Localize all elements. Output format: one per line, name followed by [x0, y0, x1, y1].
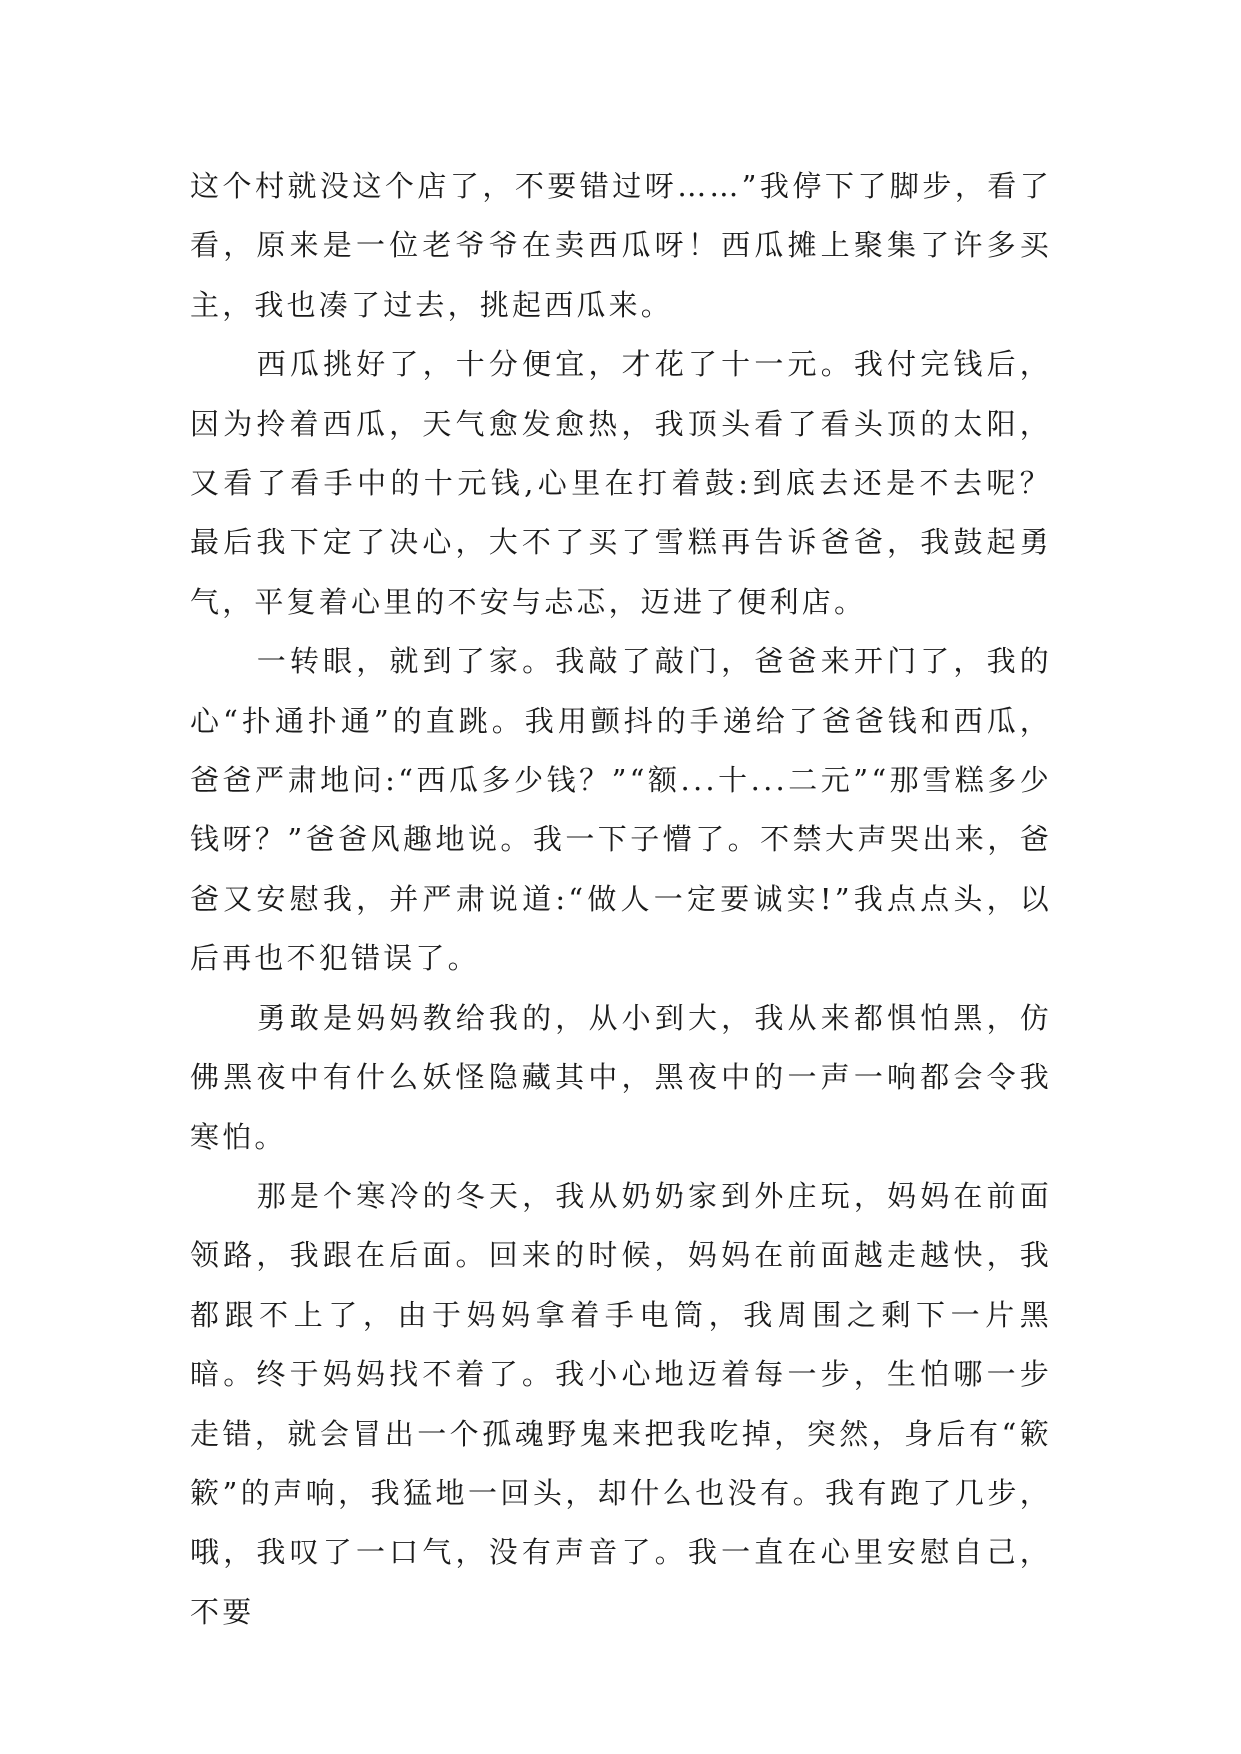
paragraph: 这个村就没这个店了，不要错过呀……”我停下了脚步，看了看，原来是一位老爷爷在卖西瓜呀！西瓜摊上聚集了许多买主，我也凑了过去，挑起西瓜来。	[190, 169, 1052, 322]
paragraph: 一转眼，就到了家。我敲了敲门，爸爸来开门了，我的心“扑通扑通”的直跳。我用颤抖的手递给了爸爸钱和西瓜，爸爸严肃地问:“西瓜多少钱？”“额...十...二元”“那雪糕多少钱呀？”爸爸风趣地说。我一下子懵了。不禁大声哭出来，爸爸又安慰我，并严肃说道:“做人一定要诚实!”我点点头，以后再也不犯错误了。	[190, 644, 1052, 976]
body-text	[190, 157, 1052, 1642]
paragraph: 西瓜挑好了，十分便宜，才花了十一元。我付完钱后，因为拎着西瓜，天气愈发愈热，我顶头看了看头顶的太阳，又看了看手中的十元钱,心里在打着鼓:到底去还是不去呢？最后我下定了决心，大不了买了雪糕再告诉爸爸，我鼓起勇气，平复着心里的不安与忐忑，迈进了便利店。	[190, 347, 1052, 619]
paragraph: 那是个寒冷的冬天，我从奶奶家到外庄玩，妈妈在前面领路，我跟在后面。回来的时候，妈妈在前面越走越快，我都跟不上了，由于妈妈拿着手电筒，我周围之剩下一片黑暗。终于妈妈找不着了。我小心地迈着每一步，生怕哪一步走错，就会冒出一个孤魂野鬼来把我吃掉，突然，身后有“簌簌”的声响，我猛地一回头，却什么也没有。我有跑了几步，哦，我叹了一口气，没有声音了。我一直在心里安慰自己，不要	[190, 1178, 1052, 1629]
paragraph: 勇敢是妈妈教给我的，从小到大，我从来都惧怕黑，仿佛黑夜中有什么妖怪隐藏其中，黑夜中的一声一响都会令我寒怕。	[190, 1000, 1052, 1154]
